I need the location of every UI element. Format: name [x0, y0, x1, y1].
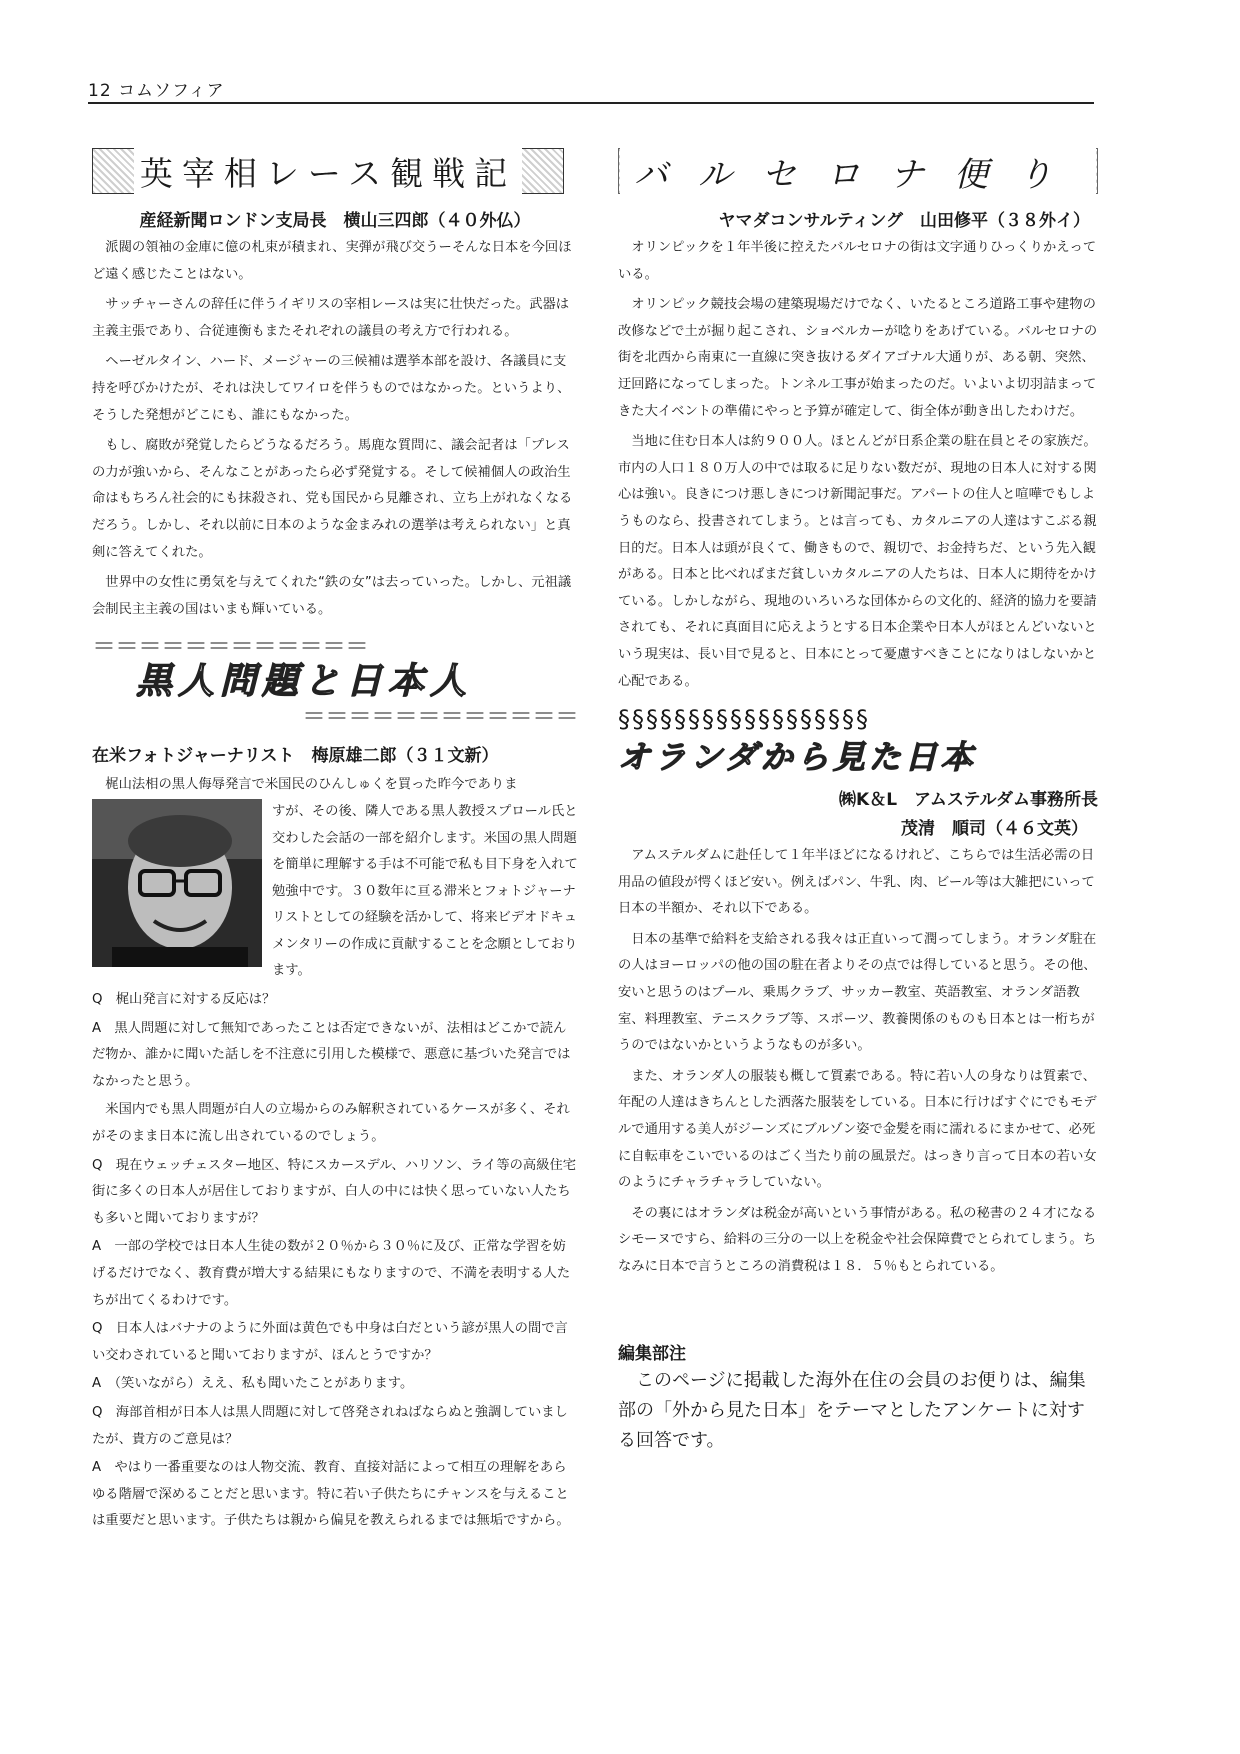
paragraph: サッチャーさんの辞任に伴うイギリスの宰相レースは実に壮快だった。武器は主義主張であり、合従連衡もまたそれぞれの議員の考え方で行われる。: [92, 297, 570, 339]
article-title: 黒人問題と日本人: [136, 660, 473, 703]
article-title: 英宰相レース観戦記: [134, 148, 522, 195]
page-header: [88, 72, 1094, 104]
paragraph: 派閥の領袖の金庫に億の札束が積まれ、実弾が飛び交うーそんな日本を今回ほど遠く感じたことはない。: [92, 240, 572, 282]
article-byline: ヤマダコンサルティング 山田修平（３８外イ）: [718, 211, 1090, 231]
paragraph: 日本の基準で給料を支給される我々は正直いって潤ってしまう。オランダ駐在の人はヨーロッパの他の国の駐在者よりその点では得していると思う。その他、安いと思うのはプール、乗馬クラブ、サッカー教室、英語教室、オランダ語教室、料理教室、テニスクラブ等、スポーツ、教養関係のものも日本とは一桁ちがうのではないかというようなものが多い。: [618, 931, 1097, 1054]
article-body: [92, 235, 578, 623]
decorative-equals-line: ＝＝＝＝＝＝＝＝＝＝＝＝: [92, 633, 368, 660]
article-body: [618, 235, 1098, 695]
article-byline: 茂清 順司（４６文英）: [901, 819, 1088, 840]
paragraph: 梶山法相の黒人侮辱発言で米国民のひんしゅくを買った昨今でありま: [105, 777, 518, 793]
qa-item: Q 海部首相が日本人は黒人問題に対して啓発されねばならぬと強調していましたが、貴方のご意見は？: [92, 1404, 568, 1447]
decorative-section-line: §§§§§§§§§§§§§§§§§§: [618, 705, 870, 734]
qa-item: A （笑いながら）ええ、私も聞いたことがあります。: [92, 1376, 414, 1392]
paragraph: オリンピック競技会場の建築現場だけでなく、いたるところ道路工事や建物の改修などで土が掘り起こされ、ショベルカーが唸りをあげている。バルセロナの街を北西から南東に一直線に突き抜けるダイアゴナル大通りが、ある朝、突然、迂回路になってしまった。トンネル工事が始まったのだ。いよいよ切羽詰まってきた大イベントの準備にやっと予算が確定して、街全体が動き出したわけだ。: [618, 297, 1098, 419]
author-photo: [92, 799, 262, 967]
article-body: [618, 843, 1098, 1281]
page-number-label: 12 コムソフィア: [88, 81, 225, 101]
paragraph: 世界中の女性に勇気を与えてくれた“鉄の女”は去っていった。しかし、元祖議会制民主主義の国はいまも輝いている。: [92, 575, 572, 617]
decorative-equals-line: ＝＝＝＝＝＝＝＝＝＝＝＝: [302, 703, 578, 730]
editor-note-title: 編集部注: [618, 1343, 686, 1364]
qa-item: Q 日本人はバナナのように外面は黄色でも中身は白だという諺が黒人の間で言い交わされていると聞いておりますが、ほんとうですか？: [92, 1321, 568, 1363]
paragraph: アムステルダムに赴任して１年半ほどになるけれど、こちらでは生活必需の日用品の値段が愕くほど安い。例えばパン、牛乳、肉、ビール等は大雑把にいって日本の半額か、それ以下である。: [618, 848, 1095, 917]
article-byline: 産経新聞ロンドン支局長 横山三四郎（４０外仏）: [139, 211, 531, 231]
portrait-image: [92, 799, 262, 967]
article-title: オランダから見た日本: [618, 738, 977, 777]
qa-item: A やはり一番重要なのは人物交流、教育、直接対話によって相互の理解をあらゆる階層で深めることだと思います。特に若い子供たちにチャンスを与えることは重要だと思います。子供たちは親から偏見を教えられるまでは無垢ですから。: [92, 1460, 570, 1529]
left-column: [92, 148, 578, 1535]
article-byline: ㈱K＆L アムステルダム事務所長: [839, 790, 1098, 811]
paragraph: すが、その後、隣人である黒人教授スプロール氏と交わした会話の一部を紹介します。米国の黒人問題を簡単に理解する手は不可能で私も目下身を入れて勉強中です。３０数年に亘る滞米とフォトジャーナリストとしての経験を活かして、将来ビデオドキュメンタリーの作成に貢献することを念願としております。: [272, 803, 578, 979]
paragraph: オリンピックを１年半後に控えたバルセロナの街は文字通りひっくりかえっている。: [618, 240, 1097, 282]
right-column: [618, 148, 1098, 1456]
article-body: [92, 772, 578, 1535]
qa-item: 米国内でも黒人問題が白人の立場からのみ解釈されているケースが多く、それがそのまま日本に流し出されているのでしょう。: [92, 1102, 570, 1145]
paragraph: もし、腐敗が発覚したらどうなるだろう。馬鹿な質問に、議会記者は「プレスの力が強いから、そんなことがあったら必ず発覚する。そして候補個人の政治生命はもちろん社会的にも抹殺され、党も国民から見離され、立ち上がれなくなるだろう。しかし、それ以前に日本のような金まみれの選挙は考えられない」と真剣に答えてくれた。: [92, 438, 573, 560]
paragraph: また、オランダ人の服装も概して質素である。特に若い人の身なりは質素で、年配の人達はきちんとした洒落た服装をしている。日本に行けばすぐにでもモデルで通用する美人がジーンズにブルゾン姿で金髪を雨に濡れるにまかせて、必死に自転車をこいでいるのはごく当たり前の風景だ。はっきり言って日本の若い女のようにチャラチャラしていない。: [618, 1068, 1097, 1191]
article-heading-block: [92, 633, 578, 729]
article-title-box: [92, 148, 564, 194]
paragraph: ヘーゼルタイン、ハード、メージャーの三候補は選挙本部を設け、各議員に支持を呼びかけたが、それは決してワイロを伴うものではなかった。というより、そうした発想がどこにも、誰にもなかった。: [92, 354, 571, 423]
article-byline: 在米フォトジャーナリスト 梅原雄二郎（３１文新）: [92, 746, 499, 767]
editor-note-body: このページに掲載した海外在住の会員のお便りは、編集部の「外から見た日本」をテーマとしたアンケートに対する回答です。: [618, 1369, 1086, 1451]
article-title: バルセロナ便り: [620, 147, 1096, 196]
qa-item: A 一部の学校では日本人生徒の数が２０％から３０％に及び、正常な学習を妨げるだけでなく、教育費が増大する結果にもなりますので、不満を表明する人たちが出てくるわけです。: [92, 1239, 571, 1308]
qa-item: Q 梶山発言に対する反応は？: [92, 992, 276, 1008]
qa-item: Q 現在ウェッチェスター地区、特にスカースデル、ハリソン、ライ等の高級住宅街に多くの日本人が居住しておりますが、白人の中には快く思っていない人たちも多いと聞いておりますが？: [92, 1157, 577, 1226]
paragraph: 当地に住む日本人は約９００人。ほとんどが日系企業の駐在員とその家族だ。市内の人口１８０万人の中では取るに足りない数だが、現地の日本人に対する関心は強い。良きにつけ悪しきにつけ新聞記事だ。アパートの住人と喧嘩でもしようものなら、投書されてしまう。とは言っても、カタルニアの人達はすこぶる親日的だ。日本人は頭が良くて、働きもので、親切で、お金持ちだ、という先入観がある。日本と比べればまだ貧しいカタルニアの人たちは、日本人に期待をかけている。しかしながら、現地のいろいろな団体からの文化的、経済的協力を要請されても、それに真面目に応えようとする日本企業や日本人がほとんどいないという現実は、長い目で見ると、日本にとって憂慮すべきことになりはしないかと心配である。: [618, 434, 1097, 689]
paragraph: その裏にはオランダは税金が高いという事情がある。私の秘書の２４才になるシモーヌですら、給料の三分の一以上を税金や社会保障費でとられてしまう。ちなみに日本で言うところの消費税は１８．５％もとられている。: [618, 1205, 1097, 1274]
qa-item: A 黒人問題に対して無知であったことは否定できないが、法相はどこかで読んだ物か、誰かに聞いた話しを不注意に引用した模様で、悪意に基づいた発言ではなかったと思う。: [92, 1020, 571, 1089]
article-title-box: [618, 148, 1098, 194]
